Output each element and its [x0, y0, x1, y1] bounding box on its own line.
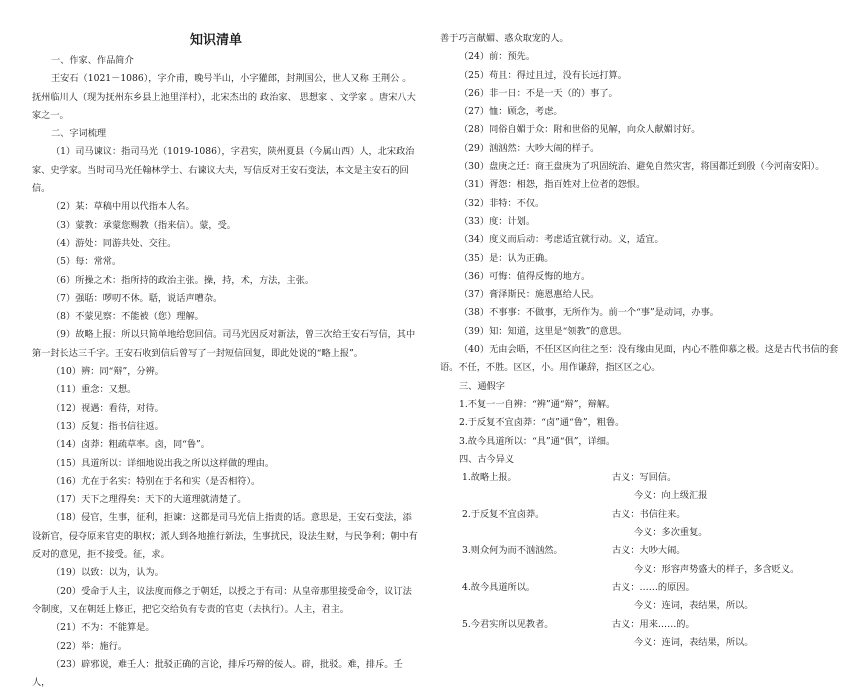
paragraph: （11）重念：又想。: [51, 384, 137, 396]
paragraph: 二、字词梳理: [51, 128, 107, 140]
paragraph: （36）可悔：值得反悔的地方。: [459, 270, 591, 282]
paragraph: （14）卤莽：粗疏草率。卤，同“鲁”。: [51, 439, 210, 451]
paragraph: （39）知：知道，这里是“领教”的意思。: [459, 325, 628, 337]
paragraph: 善于巧言献媚、惑众取宠的人。: [440, 33, 569, 44]
page-title: 知识清单: [189, 33, 242, 48]
paragraph: （17）天下之理得矣：天下的大道理就清楚了。: [51, 494, 247, 506]
gujin-row: [440, 616, 840, 634]
paragraph: （29）汹汹然：大吵大闹的样子。: [459, 142, 600, 154]
paragraph: （35）是：认为正确。: [459, 252, 554, 264]
gujin-sentence: 5.今君实所以见教者。: [462, 618, 554, 630]
paragraph: 四、古今异义: [459, 453, 515, 465]
paragraph: 王安石（1021－1086），字介甫，晚号半山，小字獾郎，封荆国公，世人又称 王荆公 。抚州临川人（现为抚州东乡县上池里洋村），北宋杰出的 政治家、 思想家 、文学家 。唐宋八大家之一。: [32, 73, 416, 121]
paragraph: （18）侵官，生事，征利，拒谏：这都是司马光信上指责的话。意思是，王安石变法，添设新官，侵夺原来官吏的职权；派人到各地推行新法，生事扰民，设法生财，与民争利；朝中有反对的意见，拒不接受。征，求。: [32, 512, 418, 561]
gujin-modern-meaning: 今义：形容声势盛大的样子，多含贬义。: [634, 563, 800, 575]
paragraph: （2）某：草稿中用以代指本人名。: [51, 201, 195, 213]
paragraph: 三、通假字: [459, 380, 505, 392]
gujin-modern-meaning: 今义：连词，表结果，所以。: [634, 636, 754, 648]
paragraph: （38）不事事：不做事，无所作为。前一个“事”是动词，办事。: [459, 307, 719, 319]
gujin-sentence: 2.于反复不宜卤莽。: [462, 508, 545, 520]
paragraph: （9）故略上报：所以只简单地给您回信。司马光因反对新法，曾三次给王安石写信，其中第一封长达三千字。王安石收到信后曾写了一封短信回复，即此处说的“略上报”。: [32, 329, 416, 359]
paragraph: （23）辟邪说，难壬人：批驳正确的言论，排斥巧辩的佞人。辟，批驳。难，排斥。壬人，: [32, 658, 403, 689]
gujin-list: [440, 469, 840, 652]
gujin-row: [440, 579, 840, 597]
gujin-modern-meaning: 今义：多次重复。: [634, 527, 708, 539]
paragraph: 3.故今具道所以：“具”通“俱”，详细。: [459, 435, 616, 447]
gujin-ancient-meaning: 古义：……的原因。: [612, 581, 695, 593]
right-body: [440, 30, 840, 469]
paragraph: （4）游处：同游共处、交往。: [51, 237, 177, 249]
paragraph: （13）反复：指书信往返。: [51, 420, 164, 432]
paragraph: （27）恤：顾念，考虑。: [459, 106, 563, 118]
paragraph: （19）以致：以为，认为。: [51, 567, 164, 579]
gujin-sentence: 1.故略上报。: [462, 472, 517, 484]
paragraph: （7）强聒：啰叨不休。聒，说话声嘈杂。: [51, 292, 223, 304]
paragraph: （26）非一日：不是一天（的）事了。: [459, 87, 618, 99]
left-column: [32, 30, 420, 692]
paragraph: （25）苟且：得过且过，没有长远打算。: [459, 69, 627, 81]
paragraph: （30）盘庚之迁：商王盘庚为了巩固统治、避免自然灾害，将国都迁到殷（今河南安阳）。: [459, 161, 825, 173]
paragraph: 2.于反复不宜卤莽：“卤”通“鲁”，粗鲁。: [459, 417, 625, 429]
paragraph: （5）每：常常。: [51, 256, 122, 268]
paragraph: （8）不蒙见察：不能被（您）理解。: [51, 311, 204, 323]
paragraph: （16）尤在于名实：特别在于名和实（是否相符）。: [51, 475, 261, 487]
paragraph: 一、作家、作品简介: [51, 55, 134, 66]
paragraph: （32）非特：不仅。: [459, 197, 545, 209]
gujin-ancient-meaning: 古义：写回信。: [612, 472, 677, 484]
paragraph: （12）视遇：看待，对待。: [51, 402, 164, 414]
paragraph: （33）度：计划。: [459, 215, 536, 227]
paragraph: （34）度义而后动：考虑适宜就行动。义，适宜。: [459, 234, 664, 246]
paragraph: （22）举：施行。: [51, 640, 128, 652]
paragraph: （40）无由会晤，不任区区向往之至：没有缘由见面，内心不胜仰慕之极。这是古代书信的套语。不任，不胜。区区，小。用作谦辞，指区区之心。: [440, 344, 839, 374]
gujin-modern-meaning: 今义：连词，表结果，所以。: [634, 600, 754, 612]
right-column: [440, 30, 840, 652]
paragraph: （15）具道所以：详细地说出我之所以这样做的理由。: [51, 457, 275, 469]
gujin-sentence: 3.则众何为而不汹汹然。: [462, 545, 563, 557]
left-body: [32, 52, 420, 692]
gujin-row: [440, 469, 840, 487]
gujin-sentence: 4.故今具道所以。: [462, 581, 536, 593]
paragraph: （3）蒙教：承蒙您赐教（指来信）。蒙，受。: [51, 219, 236, 231]
paragraph: （10）辨：同“辩”，分辨。: [51, 366, 164, 378]
paragraph: （37）膏泽斯民：施恩惠给人民。: [459, 289, 600, 301]
paragraph: （20）受命于人主，议法度而修之于朝廷，以授之于有司：从皇帝那里接受命令，议订法令制度，又在朝廷上修正，把它交给负有专责的官吏（去执行）。人主，君主。: [32, 585, 412, 615]
gujin-row: [440, 506, 840, 524]
paragraph: （28）同俗自媚于众：附和世俗的见解，向众人献媚讨好。: [459, 124, 701, 136]
paragraph: （6）所操之术：指所持的政治主张。操，持，术，方法，主张。: [51, 274, 315, 286]
gujin-modern-meaning: 今义：向上级汇报: [634, 490, 708, 502]
gujin-row: [440, 542, 840, 560]
gujin-ancient-meaning: 古义：用来……的。: [612, 618, 695, 630]
paragraph: 1.不复一一自辨：“辨”通“辩”，辩解。: [459, 398, 616, 410]
paragraph: （31）胥怨：相怨，指百姓对上位者的怨恨。: [459, 179, 646, 191]
gujin-ancient-meaning: 古义：书信往来。: [612, 508, 686, 520]
paragraph: （21）不为：不能算是。: [51, 622, 155, 634]
paragraph: （24）前：预先。: [459, 51, 536, 63]
paragraph: （1）司马谏议：指司马光（1019-1086），字君实，陕州夏县（今属山西）人，北宋政治家、史学家。当时司马光任翰林学士、右谏议大夫，写信反对王安石变法，本文是主安石的回信。: [32, 146, 415, 195]
gujin-ancient-meaning: 古义：大吵大闹。: [612, 545, 686, 557]
